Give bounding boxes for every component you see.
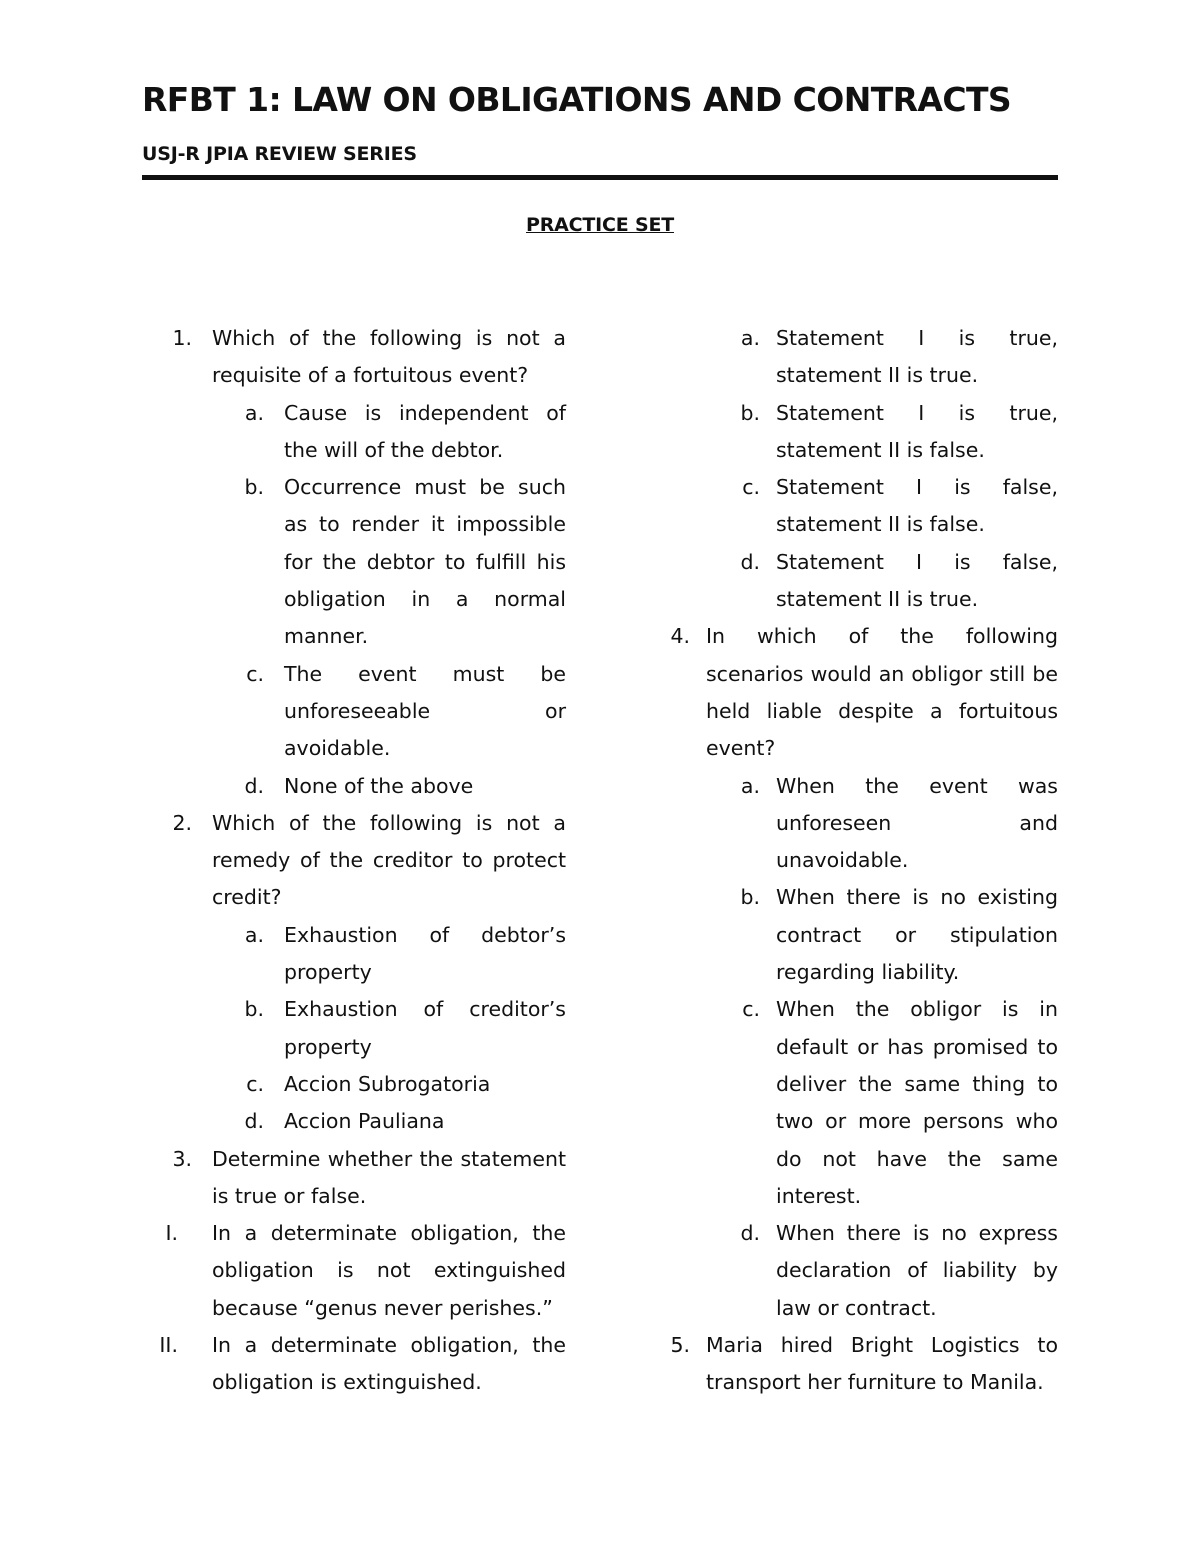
document-title: RFBT 1: LAW ON OBLIGATIONS AND CONTRACTS — [142, 80, 1012, 119]
question-number: 2. — [172, 810, 192, 835]
option-text: The event must be unforeseeable or avoidable. — [284, 661, 566, 761]
option-letter: b. — [244, 475, 264, 500]
question-1-option-c — [142, 656, 566, 768]
option-text: When the obligor is in default or has promised to deliver the same thing to two or more persons who do not have the same interest. — [776, 997, 1058, 1208]
question-1-option-d — [142, 768, 566, 805]
option-letter: a. — [740, 773, 760, 798]
left-column — [142, 320, 566, 1402]
question-3 — [142, 1141, 566, 1216]
question-number: 1. — [172, 326, 192, 350]
question-2-option-b — [142, 991, 566, 1066]
question-4-option-b — [662, 879, 1058, 991]
option-text: Cause is independent of the will of the debtor. — [284, 400, 566, 462]
option-letter: d. — [244, 1109, 264, 1134]
question-3-option-b — [662, 395, 1058, 470]
header-divider — [142, 175, 1058, 180]
option-text: Statement I is true, statement II is false. — [776, 400, 1058, 462]
option-text: None of the above — [284, 773, 474, 798]
question-number: 3. — [172, 1146, 192, 1171]
question-3-option-d — [662, 544, 1058, 619]
option-text: When there is no express declaration of liability by law or contract. — [776, 1221, 1058, 1320]
option-text: Accion Pauliana — [284, 1109, 445, 1134]
section-title: PRACTICE SET — [526, 214, 674, 236]
question-2 — [142, 805, 566, 917]
option-letter: d. — [244, 773, 264, 798]
option-letter: c. — [742, 997, 760, 1022]
option-letter: c. — [742, 475, 760, 500]
option-letter: b. — [740, 400, 760, 425]
option-text: Accion Subrogatoria — [284, 1071, 491, 1096]
question-3-statement-1 — [142, 1215, 566, 1327]
question-2-option-c — [142, 1066, 566, 1103]
statement-text: In a determinate obligation, the obligation is extinguished. — [212, 1333, 566, 1395]
question-text: Determine whether the statement is true or false. — [212, 1146, 566, 1208]
question-number: 5. — [670, 1333, 690, 1358]
option-letter: b. — [740, 885, 760, 910]
question-4 — [662, 618, 1058, 767]
question-1-option-a — [142, 395, 566, 470]
question-3-statement-2 — [142, 1327, 566, 1402]
question-number: 4. — [670, 624, 690, 649]
question-4-option-a — [662, 768, 1058, 880]
option-letter: c. — [246, 1071, 264, 1096]
question-1-option-b — [142, 469, 566, 655]
option-text: Exhaustion of creditor’s property — [284, 997, 566, 1059]
question-text: Maria hired Bright Logistics to transport her furniture to Manila. — [706, 1333, 1058, 1395]
option-letter: b. — [244, 997, 264, 1022]
option-letter: a. — [244, 922, 264, 947]
right-column — [662, 320, 1058, 1402]
question-5 — [662, 1327, 1058, 1402]
question-text: In which of the following scenarios would an obligor still be held liable despite a fortuitous event? — [706, 624, 1058, 761]
option-text: Occurrence must be such as to render it impossible for the debtor to fulfill his obligation in a normal manner. — [284, 475, 566, 649]
question-text: Which of the following is not a remedy of the creditor to protect credit? — [212, 810, 566, 910]
option-text: Statement I is true, statement II is true. — [776, 326, 1058, 388]
option-text: Exhaustion of debtor’s property — [284, 922, 566, 985]
option-text: Statement I is false, statement II is true. — [776, 549, 1058, 612]
option-letter: d. — [740, 549, 760, 574]
question-text: Which of the following is not a requisite of a fortuitous event? — [212, 326, 566, 388]
option-letter: d. — [740, 1221, 760, 1246]
option-text: When there is no existing contract or stipulation regarding liability. — [776, 885, 1058, 985]
question-4-option-d — [662, 1215, 1058, 1327]
question-2-option-a — [142, 917, 566, 992]
statement-numeral: II. — [159, 1333, 178, 1358]
statement-text: In a determinate obligation, the obligation is not extinguished because “genus never perishes.” — [212, 1221, 566, 1320]
document-subtitle: USJ-R JPIA REVIEW SERIES — [142, 143, 417, 165]
question-3-option-c — [662, 469, 1058, 544]
option-letter: a. — [740, 326, 760, 350]
question-2-option-d — [142, 1103, 566, 1140]
question-3-option-a — [662, 320, 1058, 395]
option-letter: a. — [244, 400, 264, 425]
option-text: When the event was unforeseen and unavoidable. — [776, 773, 1058, 873]
question-4-option-c — [662, 991, 1058, 1215]
statement-numeral: I. — [165, 1221, 178, 1246]
option-letter: c. — [246, 661, 264, 686]
question-1 — [142, 320, 566, 395]
option-text: Statement I is false, statement II is false. — [776, 475, 1058, 537]
